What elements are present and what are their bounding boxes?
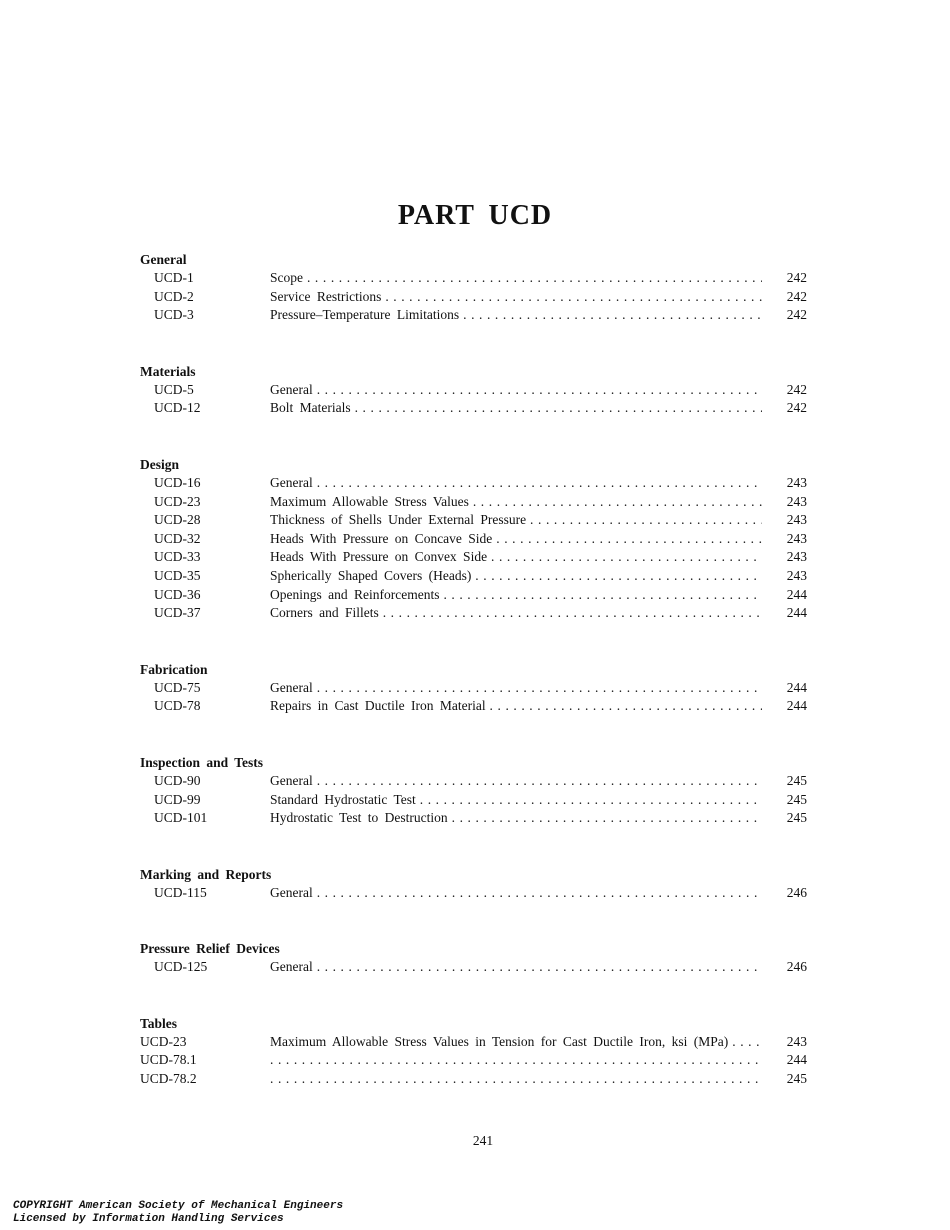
toc-section-pressure-relief [140,939,810,977]
entry-title: Pressure–Temperature Limitations . . . [270,306,762,325]
toc-entry[interactable] [140,809,810,828]
toc-entry[interactable] [140,679,810,698]
section-heading: Fabrication [140,661,208,677]
entry-title [270,1070,762,1089]
entry-title: General . . . [270,381,762,400]
entry-page: 243 [786,1033,807,1049]
entry-number: UCD-2 [154,288,194,304]
entry-page: 242 [786,270,807,285]
section-heading: Marking and Reports [140,866,272,882]
entry-page: 246 [786,959,807,975]
entry-number: UCD-23 [140,1033,187,1049]
entry-number: UCD-99 [154,791,201,807]
toc-entry[interactable] [140,474,810,493]
entry-number: UCD-101 [154,810,208,826]
section-heading: Design [140,456,180,472]
entry-number: UCD-78.1 [140,1052,197,1068]
entry-number: UCD-23 [154,493,201,509]
section-heading: Tables [140,1015,178,1031]
section-heading: Inspection and Tests [140,754,264,770]
section-heading: General [140,252,187,267]
entry-number: UCD-115 [154,884,207,900]
entry-title: General . . . [270,958,762,977]
toc-table-entry[interactable] [140,1033,810,1052]
toc-section-fabrication [140,660,810,716]
entry-title: Heads With Pressure on Concave Side . . . [270,530,762,549]
entry-page: 242 [786,307,807,323]
entry-page: 243 [786,512,807,528]
toc-table-entry[interactable] [140,1070,810,1089]
entry-number: UCD-78 [154,698,201,714]
entry-title: Thickness of Shells Under External Pressure . . . [270,511,762,530]
table-of-contents [140,250,810,1126]
copyright-footer [13,1200,343,1225]
toc-table-entry[interactable] [140,1051,810,1070]
toc-entry[interactable] [140,567,810,586]
entry-title: General . . . [270,474,762,493]
entry-title: Service Restrictions . . . [270,288,762,307]
entry-page: 242 [786,381,807,397]
entry-number: UCD-75 [154,679,201,695]
entry-title: Corners and Fillets . . . [270,604,762,623]
toc-entry[interactable] [140,772,810,791]
entry-page: 242 [786,400,807,416]
entry-page: 243 [786,567,807,583]
entry-page: 244 [786,605,807,621]
entry-title: Heads With Pressure on Convex Side . . . [270,548,762,567]
entry-title: Hydrostatic Test to Destruction . . . [270,809,762,828]
entry-title: Openings and Reinforcements . . . [270,586,762,605]
entry-page: 245 [786,791,807,807]
entry-number: UCD-32 [154,530,201,546]
entry-title: Maximum Allowable Stress Values . . . [270,493,762,512]
toc-entry[interactable] [140,381,810,400]
entry-number: UCD-35 [154,567,201,583]
entry-number: UCD-37 [154,605,201,621]
entry-number: UCD-28 [154,512,201,528]
toc-entry[interactable] [140,586,810,605]
copyright-line: COPYRIGHT American Society of Mechanical Engineers [13,1200,344,1212]
toc-entry[interactable] [140,306,810,325]
toc-section-inspection-tests [140,753,810,828]
entry-page: 244 [786,679,807,695]
entry-title: General . . . [270,679,762,698]
entry-page: 243 [786,530,807,546]
entry-title: General . . . [270,772,762,791]
toc-entry[interactable] [140,604,810,623]
toc-section-tables [140,1014,810,1089]
toc-entry[interactable] [140,958,810,977]
toc-entry[interactable] [140,511,810,530]
entry-title [270,1051,762,1070]
entry-number: UCD-78.2 [140,1071,197,1087]
toc-entry[interactable] [140,548,810,567]
toc-section-materials [140,362,810,418]
page-number: 241 [472,1133,494,1148]
entry-number: UCD-90 [154,772,201,788]
entry-page: 245 [786,810,807,826]
entry-number: UCD-125 [154,959,208,975]
entry-number: UCD-1 [154,270,194,285]
license-line: Licensed by Information Handling Services [13,1212,284,1225]
page-title: PART UCD [397,200,553,231]
entry-page: 244 [786,586,807,602]
entry-page: 243 [786,493,807,509]
toc-entry[interactable] [140,493,810,512]
section-heading: Pressure Relief Devices [140,941,280,957]
entry-page: 243 [786,549,807,565]
entry-page: 244 [786,1052,807,1068]
toc-entry[interactable] [140,399,810,418]
entry-title: Scope . . . [270,269,762,288]
entry-number: UCD-33 [154,549,201,565]
entry-page: 242 [786,288,807,304]
entry-page: 246 [786,884,807,900]
toc-section-design [140,455,810,623]
entry-page: 243 [786,474,807,490]
entry-number: UCD-5 [154,381,194,397]
entry-number: UCD-36 [154,586,201,602]
toc-entry[interactable] [140,269,810,288]
section-heading: Materials [140,363,196,379]
entry-page: 245 [786,1071,807,1087]
entry-title: Bolt Materials . . . [270,399,762,418]
toc-section-marking-reports [140,865,810,903]
entry-title: Maximum Allowable Stress Values in Tension for Cast Ductile Iron, ksi (MPa) . . . [270,1033,762,1052]
entry-page: 245 [786,772,807,788]
entry-number: UCD-12 [154,400,201,416]
toc-entry[interactable] [140,697,810,716]
entry-title: Repairs in Cast Ductile Iron Material . . . [270,697,762,716]
entry-title: General . . . [270,884,762,903]
entry-number: UCD-16 [154,474,201,490]
toc-entry[interactable] [140,530,810,549]
toc-entry[interactable] [140,884,810,903]
toc-section-general [140,250,810,325]
entry-title: Spherically Shaped Covers (Heads) . . . [270,567,762,586]
toc-entry[interactable] [140,791,810,810]
entry-title: Standard Hydrostatic Test . . . [270,791,762,810]
toc-entry[interactable] [140,288,810,307]
entry-page: 244 [786,698,807,714]
entry-number: UCD-3 [154,307,194,323]
